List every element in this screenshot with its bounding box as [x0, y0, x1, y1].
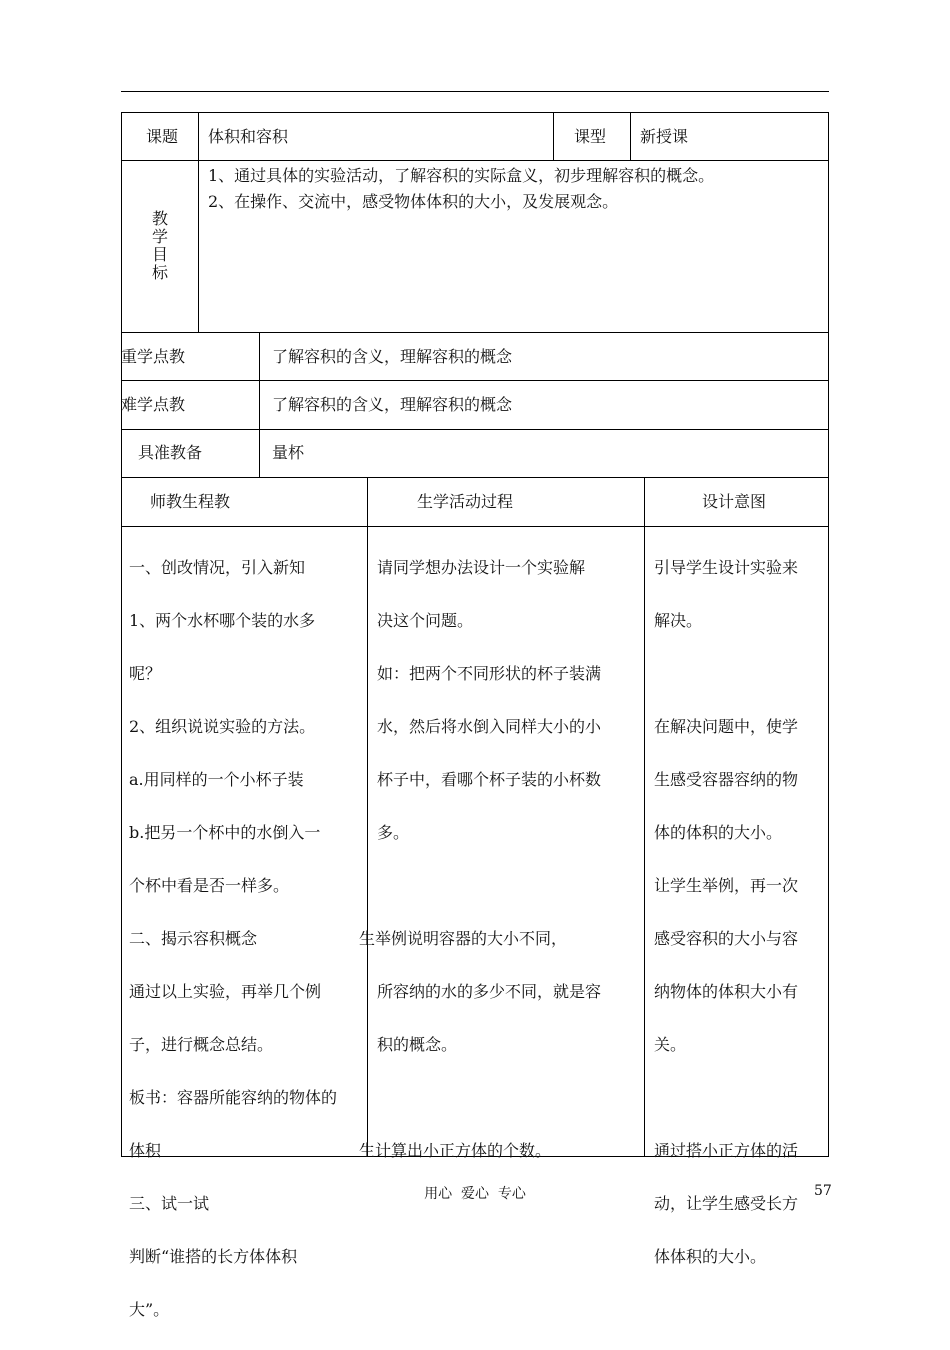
key-point-label: 重学点教 [121, 347, 186, 366]
table-col-divider [553, 112, 554, 160]
teacher-line: b.把另一个杯中的水倒入一 [129, 822, 321, 842]
table-border-top [121, 112, 829, 113]
student-line: 生计算出小正方体的个数。 [359, 1140, 552, 1160]
design-line: 生感受容器容纳的物 [654, 769, 799, 789]
objective-item: 2、在操作、交流中，感受物体体积的大小，及发展观念。 [208, 192, 619, 211]
difficult-point-value: 了解容积的含义，理解容积的概念 [272, 395, 513, 414]
student-line: 积的概念。 [377, 1034, 458, 1054]
teacher-line: 一、创改情况，引入新知 [129, 557, 306, 577]
student-line: 请同学想办法设计一个实验解 [377, 557, 586, 577]
teacher-process-header: 师教生程教 [150, 492, 231, 511]
student-line: 水，然后将水倒入同样大小的小 [377, 716, 602, 736]
key-point-value: 了解容积的含义，理解容积的概念 [272, 347, 513, 366]
student-line: 如：把两个不同形状的杯子装满 [377, 663, 602, 683]
teacher-line: 呢？ [129, 663, 162, 683]
teacher-line: 板书：容器所能容纳的物体的 [129, 1087, 338, 1107]
teacher-process-column [129, 528, 365, 1350]
teacher-line: a.用同样的一个小杯子装 [129, 769, 304, 789]
design-line: 在解决问题中，使学 [654, 716, 799, 736]
table-col-divider [367, 477, 368, 1157]
design-line: 感受容积的大小与容 [654, 928, 799, 948]
teacher-line: 2、组织说说实验的方法。 [129, 716, 316, 736]
teacher-line: 判断“谁搭的长方体体积 [129, 1246, 298, 1266]
teacher-line: 大”。 [129, 1299, 170, 1319]
teacher-line: 个杯中看是否一样多。 [129, 875, 290, 895]
topic-value: 体积和容积 [208, 127, 289, 146]
design-line: 关。 [654, 1034, 687, 1054]
teacher-line: 通过以上实验，再举几个例 [129, 981, 322, 1001]
table-col-divider [630, 112, 631, 160]
table-row-divider [121, 526, 829, 527]
footer-motto: 用心 爱心 专心 [424, 1186, 526, 1202]
teacher-line: 体积 [129, 1140, 162, 1160]
lesson-type-label: 课型 [574, 127, 607, 146]
design-line [654, 661, 826, 688]
design-line: 解决。 [654, 610, 703, 630]
table-border-right [828, 112, 829, 1157]
design-line: 纳物体的体积大小有 [654, 981, 799, 1001]
teacher-line: 1、两个水杯哪个装的水多 [129, 610, 316, 630]
student-line: 多。 [377, 822, 410, 842]
header-rule [121, 91, 829, 92]
table-row-divider [121, 429, 829, 430]
student-line: 决这个问题。 [377, 610, 474, 630]
student-line: 生举例说明容器的大小不同， [359, 928, 568, 948]
design-line: 通过搭小正方体的活 [654, 1140, 799, 1160]
design-line: 引导学生设计实验来 [654, 557, 799, 577]
design-line [654, 1085, 826, 1112]
table-border-left [121, 112, 122, 1157]
table-col-divider [198, 112, 199, 332]
student-line [377, 873, 639, 900]
student-activity-column [359, 528, 639, 1191]
objective-item: 1、通过具体的实验活动，了解容积的实际盒义，初步理解容积的概念。 [208, 166, 715, 185]
student-line: 杯子中，看哪个杯子装的小杯数 [377, 769, 602, 789]
table-row-divider [121, 160, 829, 161]
table-col-divider [644, 477, 645, 1157]
page-number: 57 [814, 1183, 832, 1199]
design-line: 动，让学生感受长方 [654, 1193, 799, 1213]
table-row-divider [121, 332, 829, 333]
teacher-line: 三、试一试 [129, 1193, 210, 1213]
design-line: 让学生举例，再一次 [654, 875, 799, 895]
topic-label: 课题 [146, 127, 179, 146]
teaching-aids-label: 具准教备 [138, 443, 203, 462]
student-line [377, 1085, 639, 1112]
objectives-label: 教学目标 [151, 209, 168, 282]
lesson-type-value: 新授课 [640, 127, 689, 146]
student-activity-header: 生学活动过程 [417, 492, 514, 511]
student-line: 所容纳的水的多少不同，就是容 [377, 981, 602, 1001]
difficult-point-label: 难学点教 [121, 395, 186, 414]
table-col-divider [259, 332, 260, 477]
design-line: 体体积的大小。 [654, 1246, 767, 1266]
design-intent-column [654, 528, 826, 1297]
teacher-line: 二、揭示容积概念 [129, 928, 258, 948]
design-line: 体的体积的大小。 [654, 822, 783, 842]
teaching-aids-value: 量杯 [272, 443, 305, 462]
teacher-line: 子，进行概念总结。 [129, 1034, 274, 1054]
table-row-divider [121, 380, 829, 381]
design-intent-header: 设计意图 [702, 492, 767, 511]
table-row-divider [121, 477, 829, 478]
